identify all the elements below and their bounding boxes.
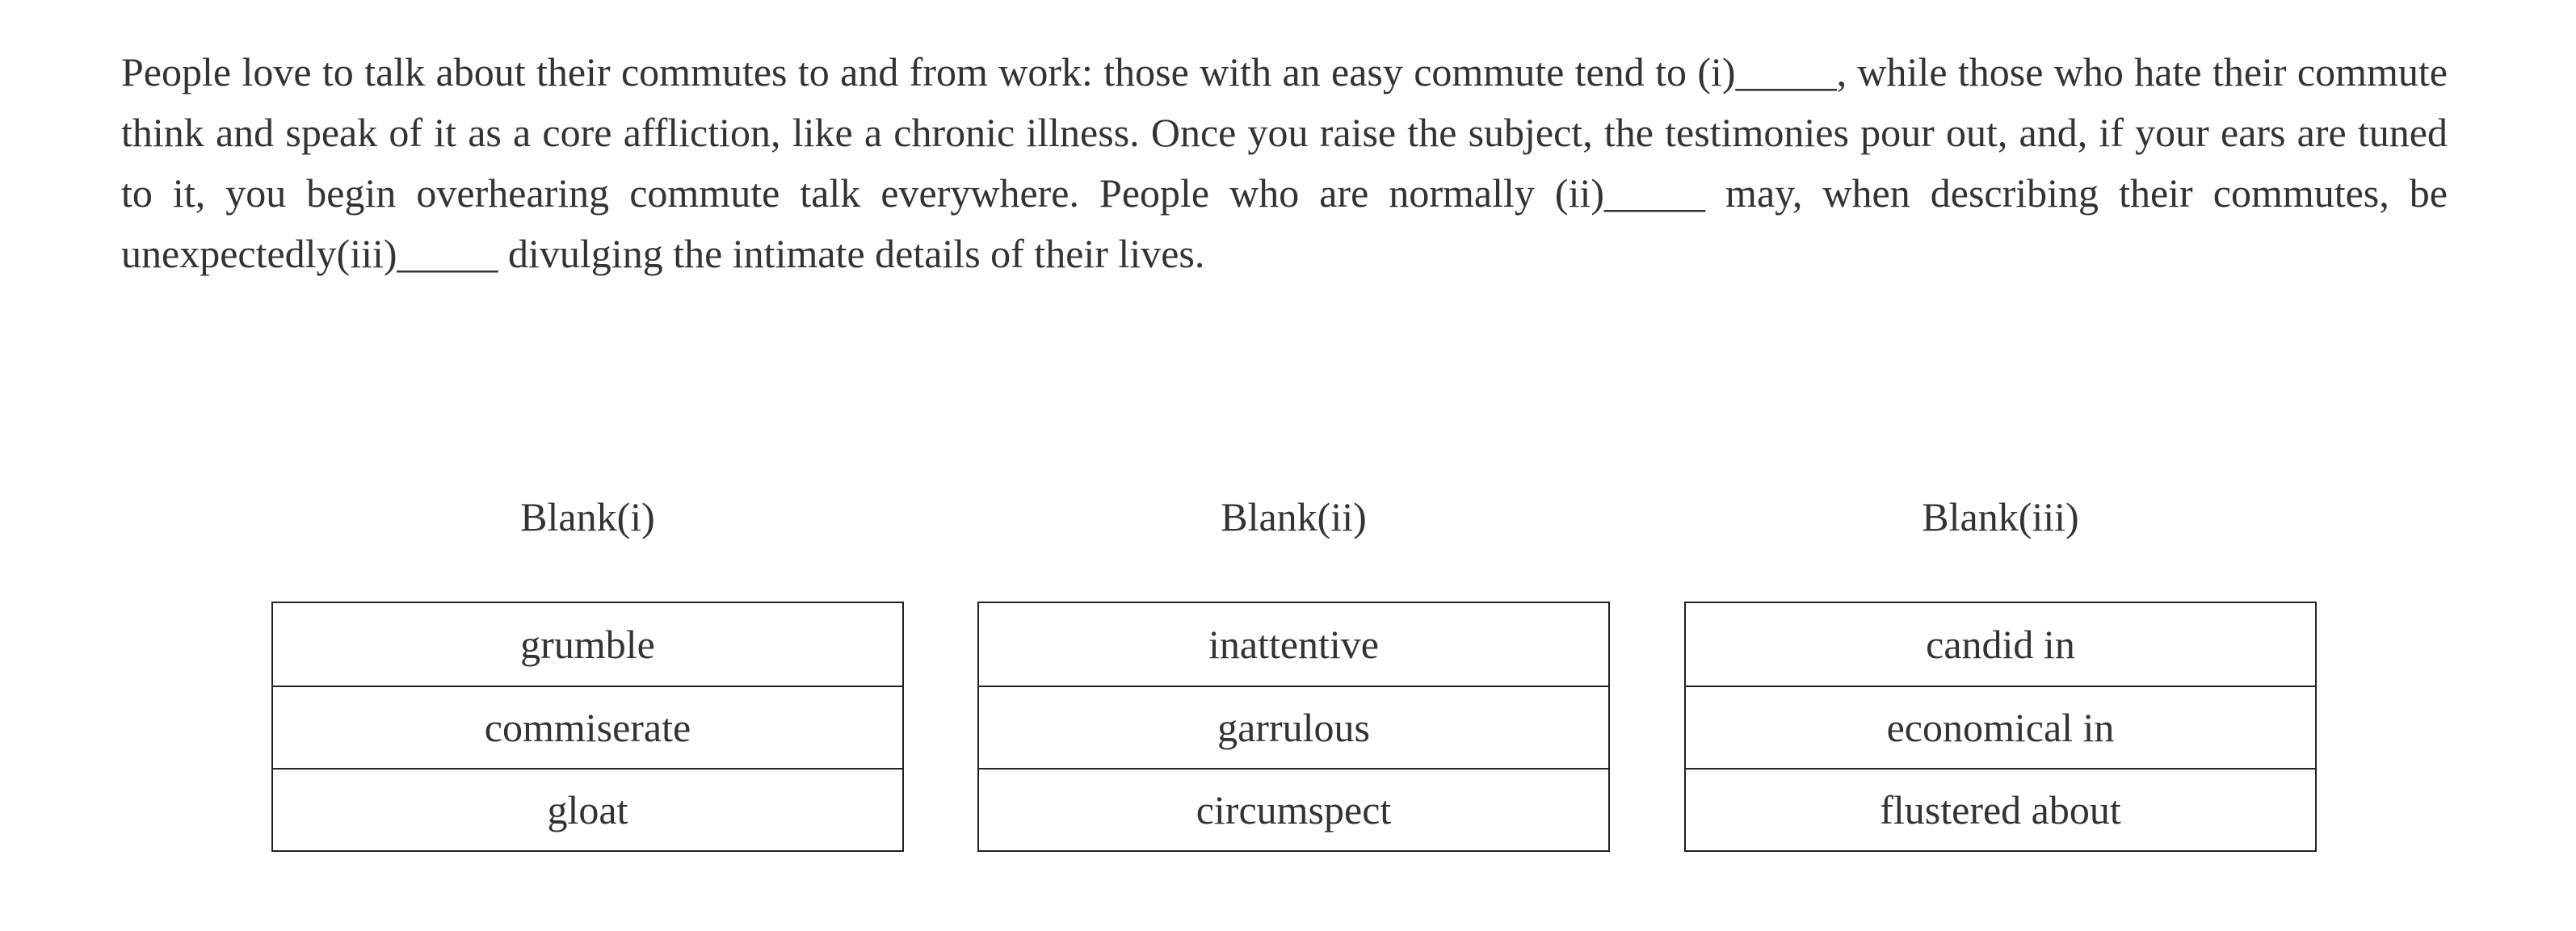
blank-iii-option-candid-in[interactable]: candid in [1686, 603, 2315, 686]
question-passage [121, 42, 2458, 284]
blank-iii-option-flustered-about[interactable]: flustered about [1686, 768, 2315, 850]
blank-ii-header: Blank(ii) [1221, 494, 1367, 539]
blank-i-header: Blank(i) [520, 494, 655, 539]
passage-text: People love to talk about their commutes to and from work: those with an easy commute tend to (i)_____, while those who hate their commute think and speak of it as a core affliction, like a chronic illness. Once you raise the subject, the testimonies pour out, and, if your ears are tuned to it, you begin overhearing commute talk everywhere. People who are normally (ii)_____ may, when describing their commutes, be unexpectedly(iii)_____ divulging the intimate details of their lives. [121, 49, 2458, 276]
blank-i-option-grumble[interactable]: grumble [273, 603, 902, 686]
blank-i-option-gloat[interactable]: gloat [273, 768, 902, 850]
blank-i-options [271, 602, 904, 852]
blank-ii-option-garrulous[interactable]: garrulous [979, 686, 1608, 768]
blank-iii-options [1684, 602, 2317, 852]
blank-iii-option-economical-in[interactable]: economical in [1686, 686, 2315, 768]
blank-ii-option-inattentive[interactable]: inattentive [979, 603, 1608, 686]
blank-iii-header: Blank(iii) [1922, 494, 2079, 539]
blank-ii-options [977, 602, 1610, 852]
blank-i-option-commiserate[interactable]: commiserate [273, 686, 902, 768]
blank-ii-option-circumspect[interactable]: circumspect [979, 768, 1608, 850]
